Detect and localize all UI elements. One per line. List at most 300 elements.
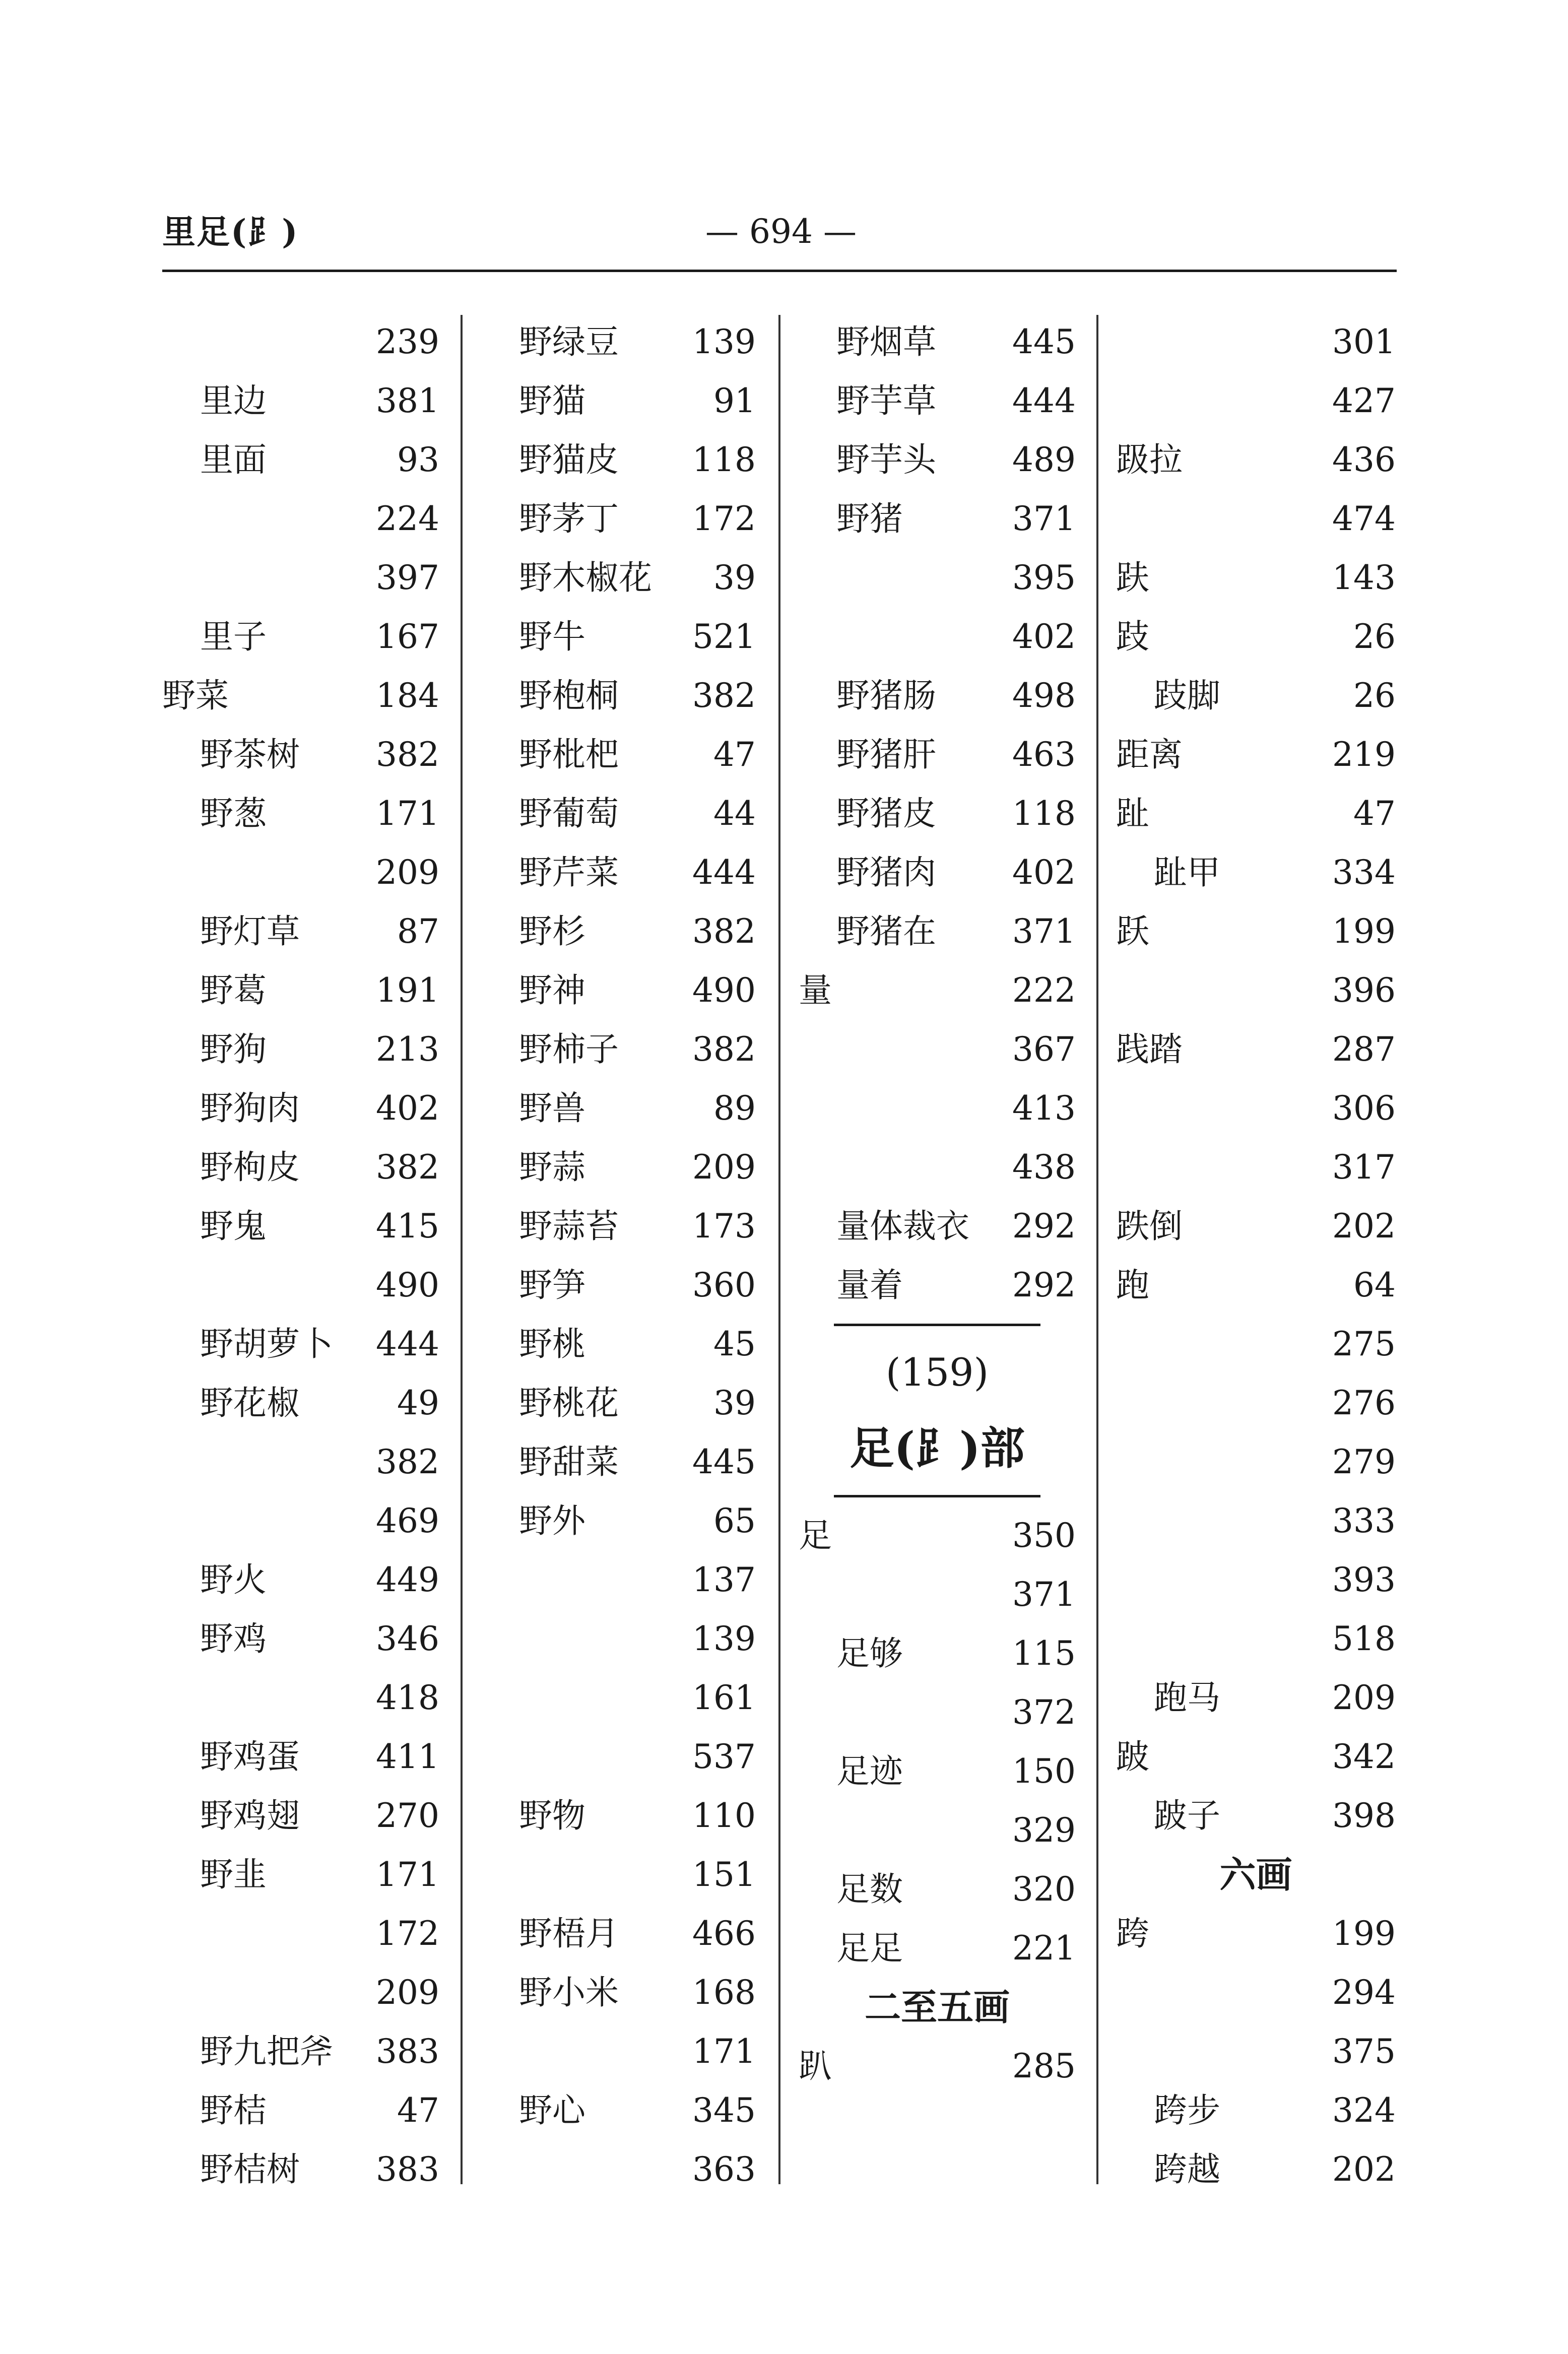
index-entry xyxy=(799,784,1076,843)
entry-page-number: 161 xyxy=(692,1678,756,1717)
index-entry xyxy=(519,1550,756,1609)
entry-word: 跨越 xyxy=(1154,2150,1220,2189)
index-entry xyxy=(162,2081,439,2140)
entry-word: 野杉 xyxy=(519,912,585,951)
index-entry xyxy=(1116,2081,1396,2140)
entry-word: 量着 xyxy=(836,1266,903,1304)
entry-word: 跑 xyxy=(1116,1266,1149,1304)
entry-page-number: 209 xyxy=(376,1973,439,2012)
entry-word: 野芋草 xyxy=(836,381,936,420)
index-entry xyxy=(519,1491,756,1550)
entry-page-number: 444 xyxy=(1012,381,1076,420)
entry-page-number: 521 xyxy=(692,617,756,656)
index-entry xyxy=(519,961,756,1020)
entry-page-number: 44 xyxy=(713,794,756,833)
index-entry xyxy=(1116,2022,1396,2081)
index-entry xyxy=(519,2140,756,2199)
entry-word: 野猫皮 xyxy=(519,440,619,479)
entry-page-number: 382 xyxy=(692,676,756,715)
entry-page-number: 65 xyxy=(713,1501,756,1540)
index-entry xyxy=(519,843,756,902)
index-entry xyxy=(162,1727,439,1786)
index-entry xyxy=(162,312,439,371)
rule-line xyxy=(834,1495,1040,1497)
index-entry xyxy=(162,1845,439,1904)
entry-word: 野绿豆 xyxy=(519,322,619,361)
entry-page-number: 383 xyxy=(376,2032,439,2071)
entry-page-number: 398 xyxy=(1332,1796,1396,1835)
entry-page-number: 168 xyxy=(692,1973,756,2012)
header-rule xyxy=(162,270,1397,272)
entry-word: 趾甲 xyxy=(1154,853,1220,892)
entry-page-number: 397 xyxy=(376,558,439,597)
entry-word: 足数 xyxy=(836,1870,903,1909)
index-entry xyxy=(519,1904,756,1963)
entry-word: 野韭 xyxy=(200,1855,267,1894)
entry-page-number: 294 xyxy=(1332,1973,1396,2012)
entry-page-number: 89 xyxy=(713,1089,756,1128)
entry-word: 野花椒 xyxy=(200,1384,300,1422)
entry-word: 跛子 xyxy=(1154,1796,1220,1835)
index-entry xyxy=(1116,607,1396,666)
entry-page-number: 172 xyxy=(692,499,756,538)
entry-page-number: 466 xyxy=(692,1914,756,1953)
index-entry xyxy=(799,1138,1076,1197)
index-entry xyxy=(162,1374,439,1432)
index-entry xyxy=(162,1668,439,1727)
entry-page-number: 383 xyxy=(376,2150,439,2189)
entry-word: 足 xyxy=(799,1516,832,1555)
entry-word: 里子 xyxy=(200,617,267,656)
entry-page-number: 393 xyxy=(1332,1560,1396,1599)
index-entry xyxy=(519,1727,756,1786)
index-entry xyxy=(519,1786,756,1845)
entry-word: 跨 xyxy=(1116,1914,1149,1953)
entry-word: 野外 xyxy=(519,1501,585,1540)
entry-word: 野鸡翅 xyxy=(200,1796,300,1835)
entry-page-number: 438 xyxy=(1012,1148,1076,1187)
index-entry xyxy=(162,1432,439,1491)
entry-word: 趴 xyxy=(799,2047,832,2085)
index-entry xyxy=(1116,1020,1396,1079)
index-entry xyxy=(799,489,1076,548)
index-entry xyxy=(519,1963,756,2022)
index-entry xyxy=(162,902,439,961)
entry-page-number: 292 xyxy=(1012,1266,1076,1304)
index-entry xyxy=(519,902,756,961)
section-rule xyxy=(799,1315,1076,1335)
entry-word: 跌倒 xyxy=(1116,1207,1183,1246)
entry-page-number: 26 xyxy=(1353,676,1396,715)
page-number: — 694 — xyxy=(705,212,857,251)
index-entry xyxy=(162,548,439,607)
index-entry xyxy=(519,1020,756,1079)
entry-page-number: 39 xyxy=(713,558,756,597)
entry-word: 里面 xyxy=(200,440,267,479)
entry-page-number: 444 xyxy=(692,853,756,892)
column-separator xyxy=(1096,315,1098,2184)
index-entry xyxy=(799,2037,1076,2096)
index-entry xyxy=(1116,666,1396,725)
index-entry xyxy=(162,1963,439,2022)
entry-word: 野火 xyxy=(200,1560,267,1599)
entry-page-number: 490 xyxy=(692,971,756,1010)
entry-word: 野桔树 xyxy=(200,2150,300,2189)
entry-page-number: 334 xyxy=(1332,853,1396,892)
entry-page-number: 382 xyxy=(376,1443,439,1481)
index-entry xyxy=(1116,961,1396,1020)
index-entry xyxy=(519,312,756,371)
entry-page-number: 436 xyxy=(1332,440,1396,479)
entry-page-number: 287 xyxy=(1332,1030,1396,1069)
index-entry xyxy=(1116,1609,1396,1668)
index-entry xyxy=(799,430,1076,489)
entry-page-number: 371 xyxy=(1012,912,1076,951)
index-entry xyxy=(1116,784,1396,843)
index-entry xyxy=(1116,548,1396,607)
entry-page-number: 115 xyxy=(1012,1634,1076,1673)
entry-word: 跃 xyxy=(1116,912,1149,951)
entry-page-number: 151 xyxy=(692,1855,756,1894)
column-separator xyxy=(461,315,463,2184)
index-entry xyxy=(162,666,439,725)
entry-page-number: 45 xyxy=(713,1325,756,1363)
entry-page-number: 143 xyxy=(1332,558,1396,597)
entry-page-number: 402 xyxy=(376,1089,439,1128)
index-entry xyxy=(1116,1786,1396,1845)
entry-page-number: 224 xyxy=(376,499,439,538)
index-entry xyxy=(519,1138,756,1197)
entry-page-number: 382 xyxy=(376,735,439,774)
entry-word: 野葛 xyxy=(200,971,267,1010)
entry-page-number: 276 xyxy=(1332,1384,1396,1422)
index-entry xyxy=(1116,371,1396,430)
entry-page-number: 498 xyxy=(1012,676,1076,715)
entry-word: 野猪 xyxy=(836,499,903,538)
entry-page-number: 139 xyxy=(692,1619,756,1658)
entry-word: 野鸡 xyxy=(200,1619,267,1658)
index-entry xyxy=(799,666,1076,725)
index-entry xyxy=(162,430,439,489)
index-entry xyxy=(519,1374,756,1432)
entry-word: 野菜 xyxy=(162,676,229,715)
entry-word: 野猪皮 xyxy=(836,794,936,833)
entry-page-number: 150 xyxy=(1012,1752,1076,1791)
index-entry xyxy=(799,371,1076,430)
entry-page-number: 490 xyxy=(376,1266,439,1304)
entry-page-number: 363 xyxy=(692,2150,756,2189)
index-entry xyxy=(799,902,1076,961)
index-entry xyxy=(799,725,1076,784)
index-entry xyxy=(162,1197,439,1256)
entry-page-number: 167 xyxy=(376,617,439,656)
index-entry xyxy=(799,1197,1076,1256)
entry-word: 足够 xyxy=(836,1634,903,1673)
section-title: 足(⻊)部 xyxy=(850,1422,1025,1474)
entry-word: 野灯草 xyxy=(200,912,300,951)
index-column-4 xyxy=(1116,312,1396,2199)
entry-word: 趾 xyxy=(1116,794,1149,833)
entry-word: 趺 xyxy=(1116,558,1149,597)
entry-word: 跂脚 xyxy=(1154,676,1220,715)
index-entry xyxy=(162,843,439,902)
entry-word: 野桃花 xyxy=(519,1384,619,1422)
rule-line xyxy=(834,1324,1040,1326)
entry-page-number: 427 xyxy=(1332,381,1396,420)
entry-word: 跑马 xyxy=(1154,1678,1220,1717)
index-entry xyxy=(799,1624,1076,1683)
index-entry xyxy=(519,1609,756,1668)
index-entry xyxy=(1116,1491,1396,1550)
index-entry xyxy=(519,430,756,489)
entry-page-number: 172 xyxy=(376,1914,439,1953)
index-entry xyxy=(799,548,1076,607)
entry-page-number: 47 xyxy=(1353,794,1396,833)
entry-page-number: 360 xyxy=(692,1266,756,1304)
entry-word: 野狗肉 xyxy=(200,1089,300,1128)
index-entry xyxy=(519,1315,756,1374)
index-entry xyxy=(162,1786,439,1845)
entry-word: 野枹桐 xyxy=(519,676,619,715)
index-entry xyxy=(519,1432,756,1491)
entry-page-number: 371 xyxy=(1012,499,1076,538)
entry-word: 野笋 xyxy=(519,1266,585,1304)
entry-page-number: 202 xyxy=(1332,2150,1396,2189)
entry-page-number: 449 xyxy=(376,1560,439,1599)
index-entry xyxy=(1116,1374,1396,1432)
index-column-1 xyxy=(162,312,439,2199)
entry-page-number: 375 xyxy=(1332,2032,1396,2071)
entry-word: 野猪肉 xyxy=(836,853,936,892)
entry-word: 野葡萄 xyxy=(519,794,619,833)
index-entry xyxy=(799,1742,1076,1801)
entry-page-number: 221 xyxy=(1012,1929,1076,1968)
index-entry xyxy=(519,607,756,666)
entry-page-number: 239 xyxy=(376,322,439,361)
entry-page-number: 518 xyxy=(1332,1619,1396,1658)
entry-word: 野神 xyxy=(519,971,585,1010)
index-entry xyxy=(519,725,756,784)
entry-word: 里边 xyxy=(200,381,267,420)
index-entry xyxy=(799,1801,1076,1860)
entry-word: 野猪肝 xyxy=(836,735,936,774)
entry-page-number: 49 xyxy=(397,1384,439,1422)
entry-page-number: 292 xyxy=(1012,1207,1076,1246)
entry-page-number: 415 xyxy=(376,1207,439,1246)
entry-word: 野柿子 xyxy=(519,1030,619,1069)
index-column-2 xyxy=(519,312,756,2199)
entry-page-number: 93 xyxy=(397,440,439,479)
index-entry xyxy=(1116,312,1396,371)
entry-word: 量 xyxy=(799,971,832,1010)
entry-page-number: 396 xyxy=(1332,971,1396,1010)
entry-page-number: 47 xyxy=(397,2091,439,2130)
entry-page-number: 26 xyxy=(1353,617,1396,656)
entry-word: 野烟草 xyxy=(836,322,936,361)
entry-word: 野胡萝卜 xyxy=(200,1325,333,1363)
index-entry xyxy=(162,1020,439,1079)
entry-word: 野物 xyxy=(519,1796,585,1835)
stroke-count-heading: 六画 xyxy=(1219,1853,1292,1896)
index-entry xyxy=(1116,1138,1396,1197)
entry-page-number: 110 xyxy=(692,1796,756,1835)
index-entry xyxy=(1116,489,1396,548)
index-entry xyxy=(162,1904,439,1963)
index-entry xyxy=(799,1079,1076,1138)
entry-page-number: 301 xyxy=(1332,322,1396,361)
index-entry xyxy=(519,1256,756,1315)
index-entry xyxy=(1116,2140,1396,2199)
index-entry xyxy=(1116,1197,1396,1256)
entry-word: 野小米 xyxy=(519,1973,619,2012)
index-entry xyxy=(799,1860,1076,1919)
entry-page-number: 382 xyxy=(692,1030,756,1069)
entry-word: 野枇杷 xyxy=(519,735,619,774)
entry-page-number: 350 xyxy=(1012,1516,1076,1555)
entry-page-number: 39 xyxy=(713,1384,756,1422)
entry-word: 野梧月 xyxy=(519,1914,619,1953)
entry-word: 野蒜苔 xyxy=(519,1207,619,1246)
entry-page-number: 285 xyxy=(1012,2047,1076,2085)
entry-page-number: 118 xyxy=(692,440,756,479)
index-entry xyxy=(1116,843,1396,902)
index-column-3 xyxy=(799,312,1076,2096)
index-entry xyxy=(162,1491,439,1550)
entry-word: 野兽 xyxy=(519,1089,585,1128)
entry-page-number: 463 xyxy=(1012,735,1076,774)
entry-page-number: 306 xyxy=(1332,1089,1396,1128)
entry-page-number: 87 xyxy=(397,912,439,951)
entry-word: 野茅丁 xyxy=(519,499,619,538)
index-entry xyxy=(519,548,756,607)
section-number: (159) xyxy=(885,1350,989,1395)
entry-page-number: 199 xyxy=(1332,1914,1396,1953)
entry-page-number: 382 xyxy=(692,912,756,951)
index-entry xyxy=(519,489,756,548)
entry-page-number: 402 xyxy=(1012,853,1076,892)
entry-word: 足足 xyxy=(836,1929,903,1968)
index-entry xyxy=(519,371,756,430)
entry-word: 野鸡蛋 xyxy=(200,1737,300,1776)
entry-word: 野桔 xyxy=(200,2091,267,2130)
entry-word: 践踏 xyxy=(1116,1030,1183,1069)
entry-page-number: 47 xyxy=(713,735,756,774)
index-entry xyxy=(799,843,1076,902)
entry-word: 野葱 xyxy=(200,794,267,833)
entry-page-number: 202 xyxy=(1332,1207,1396,1246)
index-entry xyxy=(162,1315,439,1374)
index-entry xyxy=(162,1256,439,1315)
entry-page-number: 279 xyxy=(1332,1443,1396,1481)
index-entry xyxy=(799,1565,1076,1624)
entry-page-number: 372 xyxy=(1012,1693,1076,1732)
entry-page-number: 445 xyxy=(692,1443,756,1481)
entry-word: 野蒜 xyxy=(519,1148,585,1187)
entry-page-number: 173 xyxy=(692,1207,756,1246)
entry-page-number: 64 xyxy=(1353,1266,1396,1304)
index-entry xyxy=(162,784,439,843)
entry-page-number: 209 xyxy=(376,853,439,892)
entry-page-number: 171 xyxy=(376,794,439,833)
index-entry xyxy=(1116,1904,1396,1963)
index-entry xyxy=(799,1683,1076,1742)
entry-page-number: 346 xyxy=(376,1619,439,1658)
entry-word: 野狗 xyxy=(200,1030,267,1069)
entry-word: 跂 xyxy=(1116,617,1149,656)
entry-page-number: 395 xyxy=(1012,558,1076,597)
index-entry xyxy=(519,784,756,843)
entry-page-number: 184 xyxy=(376,676,439,715)
index-entry xyxy=(162,1138,439,1197)
index-entry xyxy=(799,1919,1076,1978)
entry-page-number: 199 xyxy=(1332,912,1396,951)
index-entry xyxy=(519,666,756,725)
index-entry xyxy=(1116,1256,1396,1315)
index-entry xyxy=(1116,430,1396,489)
index-entry xyxy=(162,961,439,1020)
entry-page-number: 118 xyxy=(1012,794,1076,833)
index-entry xyxy=(1116,725,1396,784)
entry-page-number: 137 xyxy=(692,1560,756,1599)
entry-word: 野九把斧 xyxy=(200,2032,333,2071)
entry-page-number: 411 xyxy=(376,1737,439,1776)
index-entry xyxy=(519,2022,756,2081)
index-entry xyxy=(1116,1315,1396,1374)
entry-word: 距离 xyxy=(1116,735,1183,774)
index-entry xyxy=(1116,1727,1396,1786)
entry-page-number: 91 xyxy=(713,381,756,420)
index-entry xyxy=(1116,1079,1396,1138)
entry-page-number: 219 xyxy=(1332,735,1396,774)
entry-page-number: 469 xyxy=(376,1501,439,1540)
index-entry xyxy=(519,1845,756,1904)
index-entry xyxy=(799,607,1076,666)
index-entry xyxy=(519,1079,756,1138)
entry-word: 野枸皮 xyxy=(200,1148,300,1187)
entry-word: 野鬼 xyxy=(200,1207,267,1246)
entry-word: 跛 xyxy=(1116,1737,1149,1776)
index-entry xyxy=(162,1079,439,1138)
entry-page-number: 171 xyxy=(376,1855,439,1894)
index-entry xyxy=(162,1550,439,1609)
entry-page-number: 275 xyxy=(1332,1325,1396,1363)
entry-page-number: 270 xyxy=(376,1796,439,1835)
entry-word: 野牛 xyxy=(519,617,585,656)
index-entry xyxy=(162,607,439,666)
index-entry xyxy=(1116,902,1396,961)
index-entry xyxy=(1116,1668,1396,1727)
entry-word: 量体裁衣 xyxy=(836,1207,969,1246)
index-entry xyxy=(162,725,439,784)
entry-word: 趿拉 xyxy=(1116,440,1183,479)
entry-word: 野猫 xyxy=(519,381,585,420)
entry-word: 野猪在 xyxy=(836,912,936,951)
entry-page-number: 382 xyxy=(376,1148,439,1187)
index-entry xyxy=(162,2140,439,2199)
entry-page-number: 222 xyxy=(1012,971,1076,1010)
index-entry xyxy=(162,1609,439,1668)
entry-word: 野心 xyxy=(519,2091,585,2130)
index-entry xyxy=(799,1256,1076,1315)
index-entry xyxy=(799,961,1076,1020)
entry-page-number: 342 xyxy=(1332,1737,1396,1776)
entry-page-number: 213 xyxy=(376,1030,439,1069)
entry-word: 野芋头 xyxy=(836,440,936,479)
entry-page-number: 329 xyxy=(1012,1811,1076,1850)
entry-page-number: 139 xyxy=(692,322,756,361)
entry-page-number: 191 xyxy=(376,971,439,1010)
index-entry xyxy=(162,2022,439,2081)
